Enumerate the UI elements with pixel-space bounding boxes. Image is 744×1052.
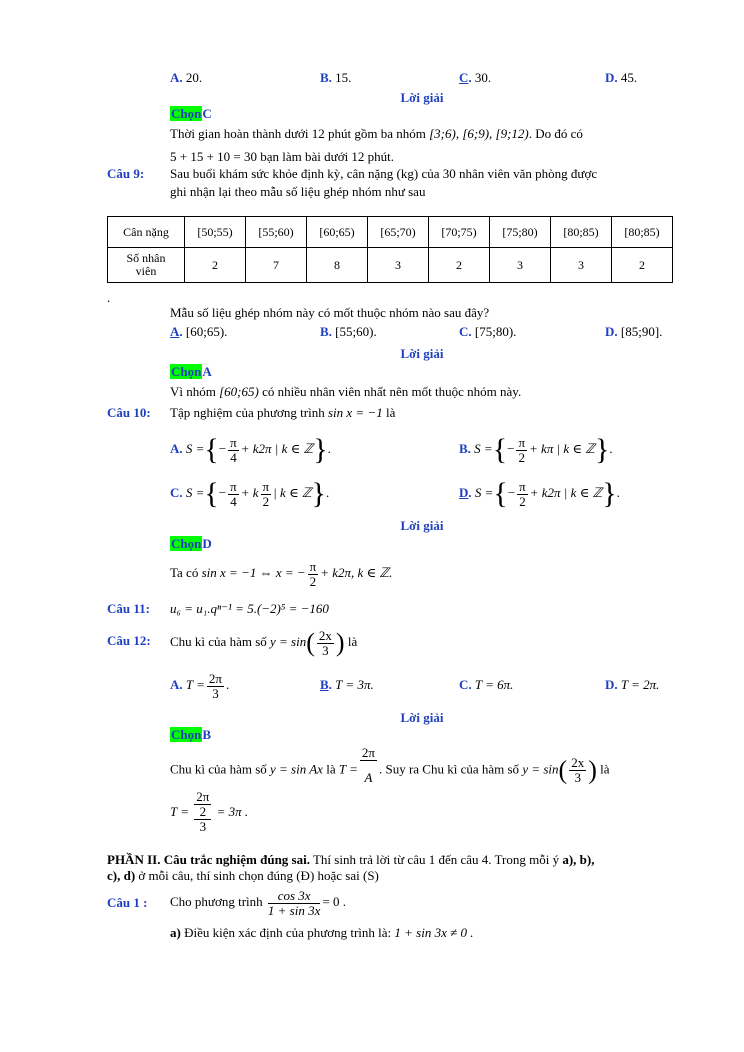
table-cell-group: [70;75) bbox=[429, 217, 490, 248]
q10-solution-title: Lời giải bbox=[400, 518, 444, 533]
fraction: $\frac{2\pi}{3}$ bbox=[208, 670, 222, 701]
table-cell-count: 3 bbox=[490, 248, 551, 283]
q12-solution-title: Lời giải bbox=[400, 710, 444, 725]
fraction: $\frac{\pi}{4}$ bbox=[230, 478, 237, 509]
table-cell-count: 7 bbox=[246, 248, 307, 283]
q9-option-c[interactable]: C. [75;80). bbox=[459, 324, 517, 339]
q8-solution-line2: 5 + 15 + 10 = 30 bạn làm bài dưới 12 phút. bbox=[170, 149, 395, 164]
table-cell-count: 2 bbox=[185, 248, 246, 283]
q10-option-c[interactable]: C. S ={− $\frac{\pi}{4}$ + k $\frac{\pi}{2}$ | k ∈ ℤ}. bbox=[170, 477, 330, 511]
fraction: $\frac{\pi}{2}$ bbox=[309, 558, 317, 589]
q8-option-a[interactable]: A. 20. bbox=[170, 70, 203, 85]
fraction: $\frac{\pi}{2}$ bbox=[518, 434, 526, 465]
table-cell-count: 8 bbox=[307, 248, 368, 283]
q9-solution-title: Lời giải bbox=[400, 346, 444, 361]
fraction: $\frac{\cos 3x}{1 + \sin 3x}$ bbox=[267, 887, 321, 918]
q9-data-table bbox=[107, 216, 673, 283]
table-cell-group: [50;55) bbox=[185, 217, 246, 248]
p2q1-statement-a: a) Điều kiện xác định của phương trình là: 1 + sin 3x ≠ 0 . bbox=[170, 925, 474, 940]
q10-answer: ChọnD bbox=[171, 536, 212, 551]
table-cell-group: [80;85) bbox=[551, 217, 612, 248]
q10-option-d[interactable]: D. S ={− $\frac{\pi}{2}$ + k2π | k ∈ ℤ}. bbox=[459, 477, 620, 511]
table-header-count: Số nhân viên bbox=[108, 248, 185, 283]
table-cell-count: 3 bbox=[551, 248, 612, 283]
q12-option-d[interactable]: D. T = 2π. bbox=[605, 677, 660, 692]
q12-option-a[interactable]: A. T = $\frac{2\pi}{3}$ . bbox=[170, 670, 230, 701]
table-cell-group: [75;80) bbox=[490, 217, 551, 248]
q9-option-d[interactable]: D. [85;90]. bbox=[605, 324, 663, 339]
q10-solution: Ta có sin x = −1 ⇔ x = − $\frac{\pi}{2}$ + k2π, k ∈ ℤ. bbox=[170, 558, 393, 589]
q10-option-a[interactable]: A. S ={− $\frac{\pi}{4}$ + k2π | k ∈ ℤ}. bbox=[170, 433, 331, 467]
p2q1-text: Cho phương trình $\frac{\cos 3x}{1 + \sin 3x}$ = 0 . bbox=[170, 887, 346, 918]
p2q1-label: Câu 1 : bbox=[107, 895, 148, 910]
table-cell-count: 3 bbox=[368, 248, 429, 283]
q8-solution-line1: Thời gian hoàn thành dưới 12 phút gồm ba nhóm [3;6), [6;9), [9;12). Do đó có bbox=[170, 126, 583, 141]
q11-label: Câu 11: bbox=[107, 601, 150, 616]
q12-label: Câu 12: bbox=[107, 633, 151, 648]
table-row bbox=[108, 217, 673, 248]
q9-answer: ChọnA bbox=[171, 364, 212, 379]
q9-option-a[interactable]: A. [60;65). bbox=[170, 324, 228, 339]
q9-text-line2: ghi nhận lại theo mẫu số liệu ghép nhóm như sau bbox=[170, 184, 426, 199]
q12-option-b[interactable]: B. T = 3π. bbox=[320, 677, 374, 692]
q8-option-d[interactable]: D. 45. bbox=[605, 70, 638, 85]
table-cell-group: [55;60) bbox=[246, 217, 307, 248]
q10-text: Tập nghiệm của phương trình sin x = −1 là bbox=[170, 405, 396, 420]
q11-formula: u₆ = u₁.qⁿ⁻¹ = 5.(−2)⁵ = −160 bbox=[170, 601, 329, 616]
q8-answer: ChọnC bbox=[171, 106, 212, 121]
fraction: $\frac{2\pi}{A}$ bbox=[361, 745, 375, 785]
q9-solution: Vì nhóm [60;65) có nhiều nhân viên nhất nên mốt thuộc nhóm này. bbox=[170, 384, 522, 399]
q12-solution-line1: Chu kì của hàm số y = sin Ax là T = $\frac{2\pi}{A}$ . Suy ra Chu kì của hàm số y = sin( $\frac{2x}{3}$ ) là bbox=[170, 746, 610, 795]
table-cell-count: 2 bbox=[429, 248, 490, 283]
q12-option-c[interactable]: C. T = 6π. bbox=[459, 677, 514, 692]
fraction: $\frac{2x}{3}$ bbox=[571, 755, 585, 785]
fraction: $\frac{\pi}{2}$ bbox=[519, 478, 526, 509]
q8-option-b[interactable]: B. 15. bbox=[320, 70, 352, 85]
fraction: $\frac{\pi}{2}$ bbox=[262, 478, 270, 509]
q9-option-b[interactable]: B. [55;60). bbox=[320, 324, 377, 339]
q12-answer: ChọnB bbox=[171, 727, 212, 742]
part2-intro-line1: PHẦN II. Câu trắc nghiệm đúng sai. Thí sinh trả lời từ câu 1 đến câu 4. Trong mỗi ý a), b), bbox=[107, 852, 595, 867]
table-cell-group: [80;85) bbox=[612, 217, 673, 248]
q10-option-b[interactable]: B. S ={− $\frac{\pi}{2}$ + kπ | k ∈ ℤ}. bbox=[459, 433, 613, 467]
q10-label: Câu 10: bbox=[107, 405, 151, 420]
table-cell-group: [65;70) bbox=[368, 217, 429, 248]
q8-option-c[interactable]: C. 30. bbox=[459, 70, 492, 85]
fraction: 2π 2 3 bbox=[196, 789, 210, 834]
q12-text: Chu kì của hàm số y = sin( $\frac{2x}{3}$ ) là bbox=[170, 627, 358, 658]
table-header-weight: Cân nặng bbox=[108, 217, 185, 248]
table-cell-group: [60;65) bbox=[307, 217, 368, 248]
q9-question: Mẫu số liệu ghép nhóm này có mốt thuộc nhóm nào sau đây? bbox=[170, 305, 490, 320]
fraction: $\frac{2x}{3}$ bbox=[318, 627, 332, 658]
stray-dot: . bbox=[107, 290, 111, 305]
fraction: $\frac{\pi}{4}$ bbox=[230, 434, 237, 465]
q9-text-line1: Sau buổi khám sức khỏe định kỳ, cân nặng (kg) của 30 nhân viên văn phòng được bbox=[170, 166, 598, 181]
q8-solution-title: Lời giải bbox=[400, 90, 444, 105]
table-cell-count: 2 bbox=[612, 248, 673, 283]
q9-label: Câu 9: bbox=[107, 166, 145, 181]
part2-intro-line2: c), d) ở mỗi câu, thí sinh chọn đúng (Đ) hoặc sai (S) bbox=[107, 868, 379, 883]
q12-solution-final: T = 2π 2 3 = 3π . bbox=[170, 789, 249, 834]
table-row bbox=[108, 248, 673, 283]
